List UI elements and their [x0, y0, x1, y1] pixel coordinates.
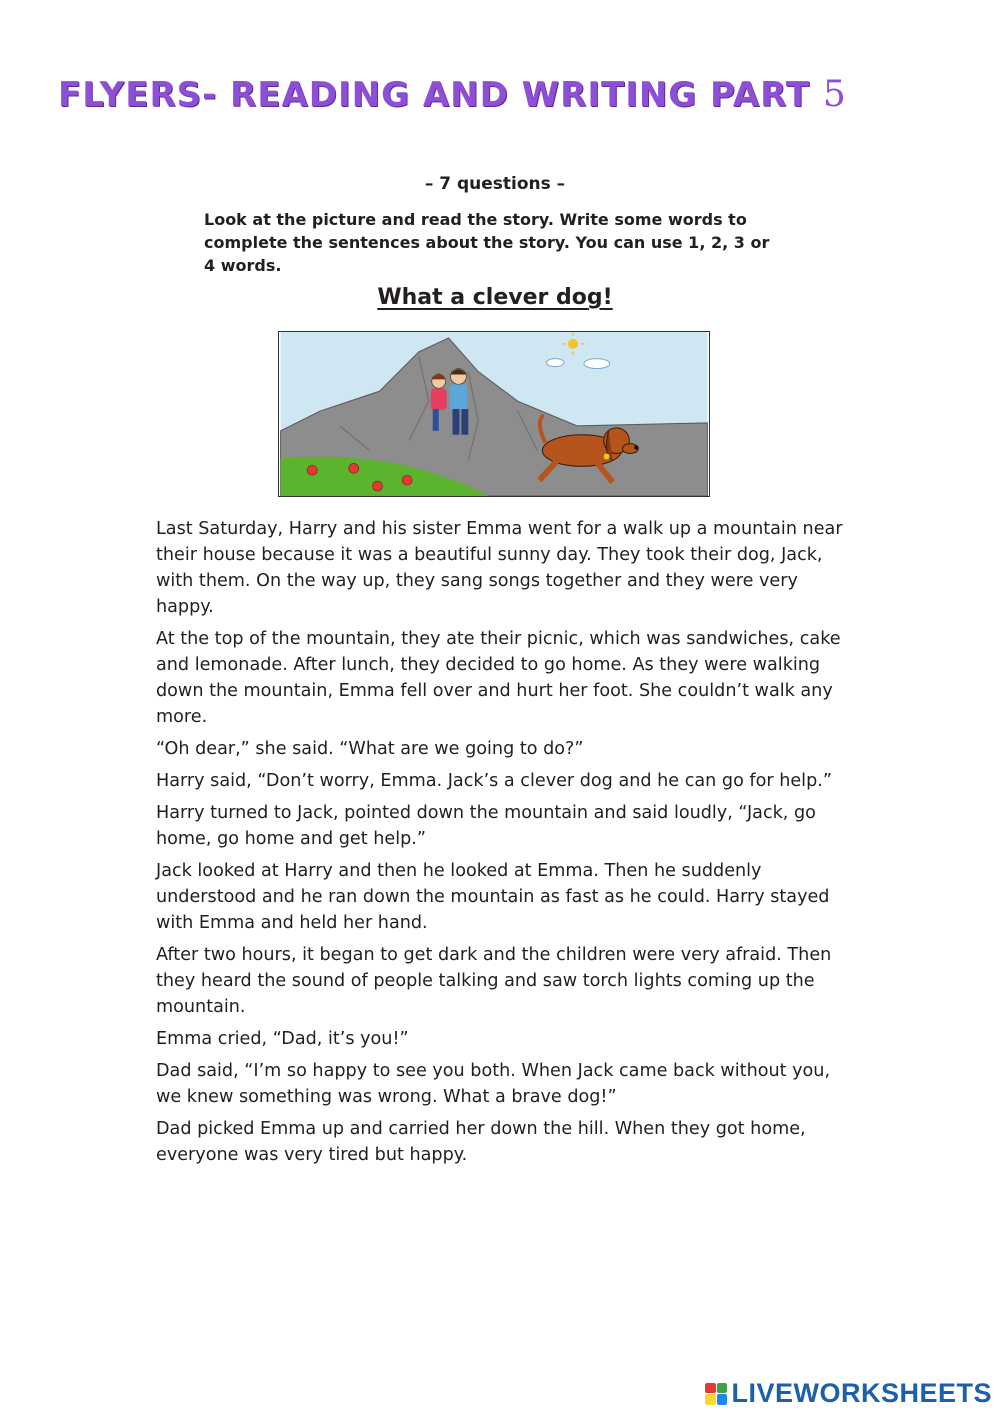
liveworksheets-logo[interactable] — [705, 1378, 992, 1409]
story-paragraph: Harry said, “Don’t worry, Emma. Jack’s a clever dog and he can go for help.” — [156, 771, 832, 791]
story-paragraph: Emma cried, “Dad, it’s you!” — [156, 1029, 409, 1049]
story-paragraph: Dad said, “I’m so happy to see you both. When Jack came back without you, we knew something was wrong. What a brave dog!” — [156, 1061, 831, 1107]
story-paragraph: Last Saturday, Harry and his sister Emma went for a walk up a mountain near their house because it was a beautiful sunny day. They took their dog, Jack, with them. On the way up, they sang songs together and they were very happy. — [156, 519, 843, 617]
page-title-text: FLYERS- READING AND WRITING PART — [58, 75, 811, 115]
story-paragraph: Dad picked Emma up and carried her down the hill. When they got home, everyone was very tired but happy. — [156, 1119, 806, 1165]
story-title: What a clever dog! — [377, 285, 613, 310]
story-paragraph: “Oh dear,” she said. “What are we going to do?” — [156, 739, 584, 759]
instructions: Look at the picture and read the story. Write some words to complete the sentences about the story. You can use 1, 2, 3 or 4 words. — [204, 210, 770, 275]
story-paragraph: After two hours, it began to get dark and the children were very afraid. Then they heard the sound of people talking and saw torch lights coming up the mountain. — [156, 945, 832, 1017]
story-illustration — [278, 331, 710, 497]
questions-count: – 7 questions – — [424, 174, 566, 194]
logo-badge-icon — [705, 1383, 727, 1405]
story-text — [156, 516, 856, 1174]
logo-text: LIVEWORKSHEETS — [731, 1378, 992, 1408]
page-title — [58, 74, 847, 115]
story-paragraph: At the top of the mountain, they ate their picnic, which was sandwiches, cake and lemonade. After lunch, they decided to go home. As they were walking down the mountain, Emma fell over and hurt her foot. She couldn’t walk any more. — [156, 629, 841, 727]
story-paragraph: Jack looked at Harry and then he looked at Emma. Then he suddenly understood and he ran down the mountain as fast as he could. Harry stayed with Emma and held her hand. — [156, 861, 830, 933]
story-paragraph: Harry turned to Jack, pointed down the mountain and said loudly, “Jack, go home, go home and get help.” — [156, 803, 816, 849]
part-number: 5 — [822, 74, 847, 115]
